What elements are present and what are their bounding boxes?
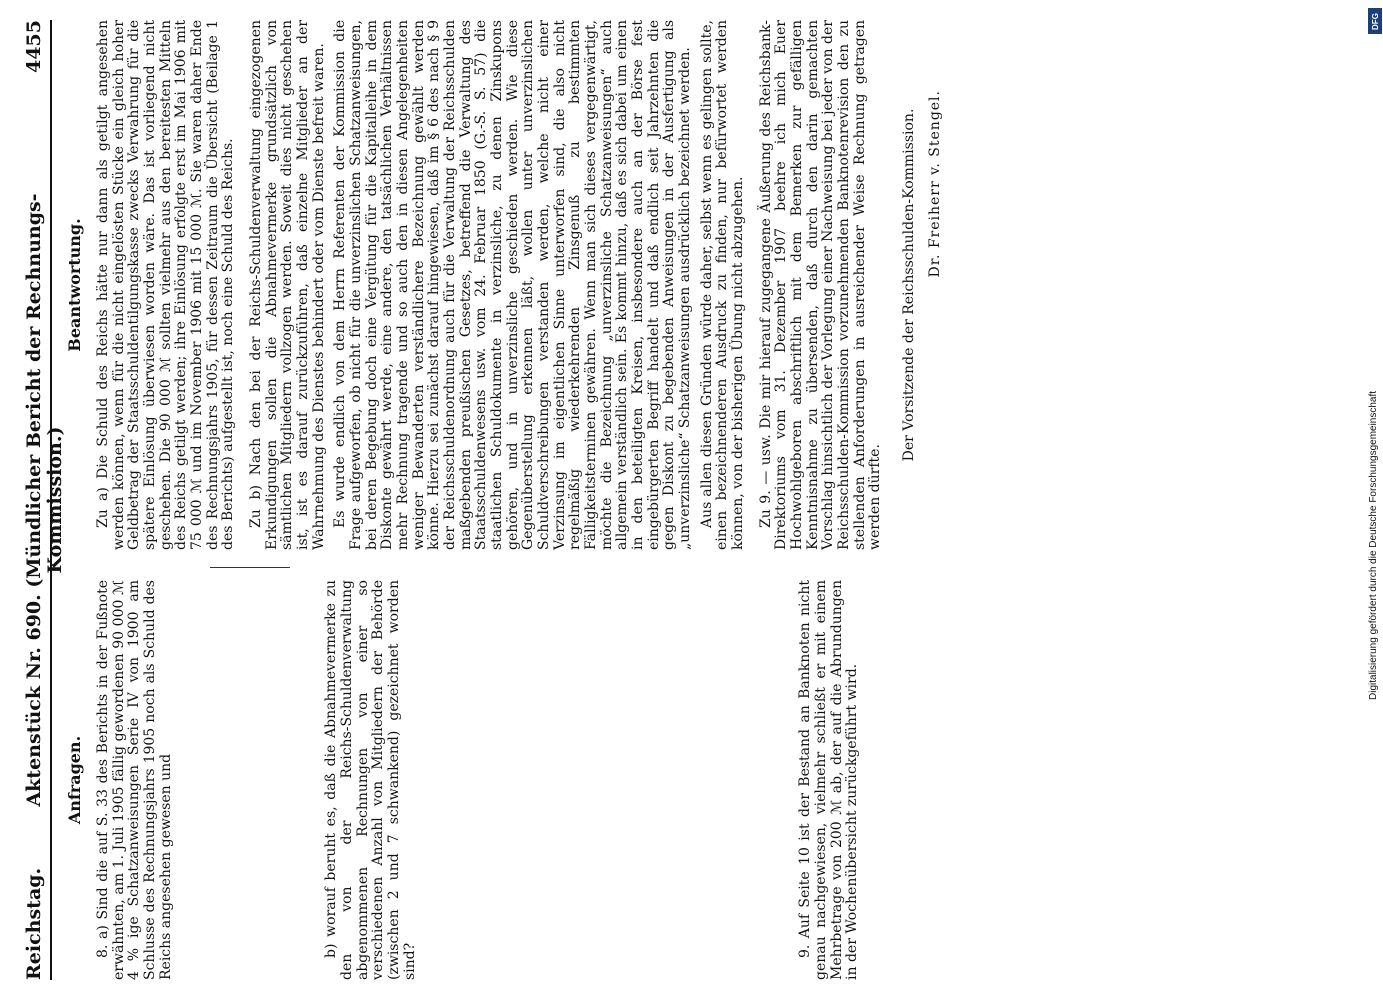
answer-8b-intro: Zu b) Nach den bei der Reichs-Schuldenverwaltung eingezogenen Erkundigungen sollen die Abnahmevermerke grundsätzlich von sämtlichen Mitgliedern vollzogen werden. Soweit dies nicht geschehen ist, ist es darauf zurückzuführen, daß einzelne Mitglieder an der Wahrnehmung des Dienstes behindert oder vom Dienste befreit waren. — [247, 20, 327, 550]
header-left: Reichstag. — [23, 867, 45, 980]
answer-8b-body: Es wurde endlich von dem Herrn Referenten der Kommission die Frage aufgeworfen, ob nicht für die unverzinslichen Schatzanweisungen, bei deren Begebung doch eine Vergütung für die Kapitalleihe in dem Diskonte gewährt werde, eine andere, den tatsächlichen Verhältnissen mehr Rechnung tragende und so auch den in diesen Angelegenheiten weniger Bewanderten verständlichere Bezeichnung gewählt werden könne. Hierzu sei zunächst darauf hingewiesen, daß im § 6 des nach § 9 der Reichsschuldenordnung auch für die Verwaltung der Reichsschulden maßgebenden preußischen Gesetzes, betreffend die Verwaltung des Staatsschuldenwesens usw. vom 24. Februar 1850 (G.-S. S. 57) die staatlichen Schuldokumente in verzinsliche, zu denen Zinskupons gehören, und in unverzinsliche geschieden werden. Wie diese Gegenüberstellung erkennen läßt, wollen unter unverzinslichen Schuldverschreibungen verstanden werden, welche nicht einer Verzinsung im eigentlichen Sinne unterworfen sind, die also nicht regelmäßig wiederkehrenden Zinsgenuß zu bestimmten Fälligkeitsterminen gewähren. Wenn man sich dieses vergegenwärtigt, möchte die Bezeichnung „unverzinsliche Schatzanweisungen“ auch allgemein verständlich sein. Es kommt hinzu, daß es sich dabei um einen in den beteiligten Kreisen, insbesondere auch an der Börse fest eingebürgerten Begriff handelt und daß endlich seit Jahrzehnten die gegen Diskont zu begebenden Anweisungen in der Ausfertigung als „unverzinsliche“ Schatzanweisungen ausdrücklich bezeichnet werden. — [332, 20, 694, 550]
page-header — [20, 20, 67, 980]
document-page — [20, 20, 1340, 980]
questions-title: Anfragen. — [65, 735, 84, 825]
signature-name: Dr. Freiherr v. Stengel. — [926, 90, 943, 278]
answers-title: Beantwortung. — [65, 218, 84, 352]
questions-column — [66, 580, 861, 980]
question-8b: b) worauf beruht es, daß die Abnahmevermerke zu den von der Reichs-Schuldenverwaltung abgenommenen Rechnungen von einer so verschiedenen Anzahl von Mitgliedern der Behörde (zwischen 2 und 7 schwankend) gezeichnet worden sind? — [323, 580, 418, 980]
question-8a: 8. a) Sind die auf S. 33 des Berichts in der Fußnote erwähnten, am 1. Juli 1905 fällig gewordenen 90 000 ℳ 4 % ige Schatzanweisungen Serie IV von 1900 am Schlusse des Rechnungsjahrs 1905 noch als Schuld des Reichs angesehen gewesen und — [94, 580, 174, 980]
page-number: 4455 — [23, 20, 45, 73]
answer-8a: Zu a) Die Schuld des Reichs hätte nur dann als getilgt angesehen werden können, wenn für die nicht eingelösten Stücke ein gleich hoher Geldbetrag der Staatsschuldentilgungskasse zwecks Verwahrung für die spätere Einlösung überwiesen worden wäre. Das ist vorliegend nicht geschehen. Die 90 000 ℳ sollten vielmehr aus den bereitesten Mitteln des Reichs getilgt werden; ihre Einlösung erfolgte erst im Mai 1906 mit 75 000 ℳ und im November 1906 mit 15 000 ℳ. Sie waren daher Ende des Rechnungsjahrs 1905, für dessen Zeitraum die Übersicht (Beilage 1 des Berichts) aufgestellt ist, noch eine Schuld des Reichs. — [94, 20, 237, 550]
signature-line: Der Vorsitzende der Reichsschulden-Kommission. — [901, 108, 918, 462]
answers-column — [66, 20, 950, 550]
answer-9: Zu 9. — usw. Die mir hierauf zugegangene Äußerung des Reichsbank-Direktoriums vom 31. Dezember 1907 beehre ich mich Euer Hochwohlgeboren abschriftlich mit dem Bemerken zur gefälligen Kenntnisnahme zu übersenden, daß durch den darin gemachten Vorschlag hinsichtlich der Vorlegung einer Nachweisung bei jeder von der Reichsschulden-Kommission vorzunehmenden Banknotenrevision den zu stellenden Anforderungen in ausreichender Weise Rechnung getragen werden dürfte. — [757, 20, 884, 550]
digitization-credit: Digitalisierung gefördert durch die Deutsche Forschungsgemeinschaft — [1368, 390, 1379, 700]
column-divider — [210, 567, 290, 568]
dfg-logo: DFG — [1368, 8, 1382, 34]
answer-8b-conclusion: Aus allen diesen Gründen würde daher, selbst wenn es gelingen sollte, einen bezeichnenderen Ausdruck zu finden, nur befürwortet werden können, von der bisherigen Übung nicht abzugehen. — [698, 20, 747, 550]
question-9: 9. Auf Seite 10 ist der Bestand an Banknoten nicht genau nachgewiesen, vielmehr schließt er mit einem Mehrbetrage von 200 ℳ ab, der auf die Abrundungen in der Wochenübersicht zurückgeführt wird. — [797, 580, 861, 980]
header-title: Aktenstück Nr. 690. (Mündlicher Bericht der Rechnungs-Kommission.) — [23, 193, 67, 807]
